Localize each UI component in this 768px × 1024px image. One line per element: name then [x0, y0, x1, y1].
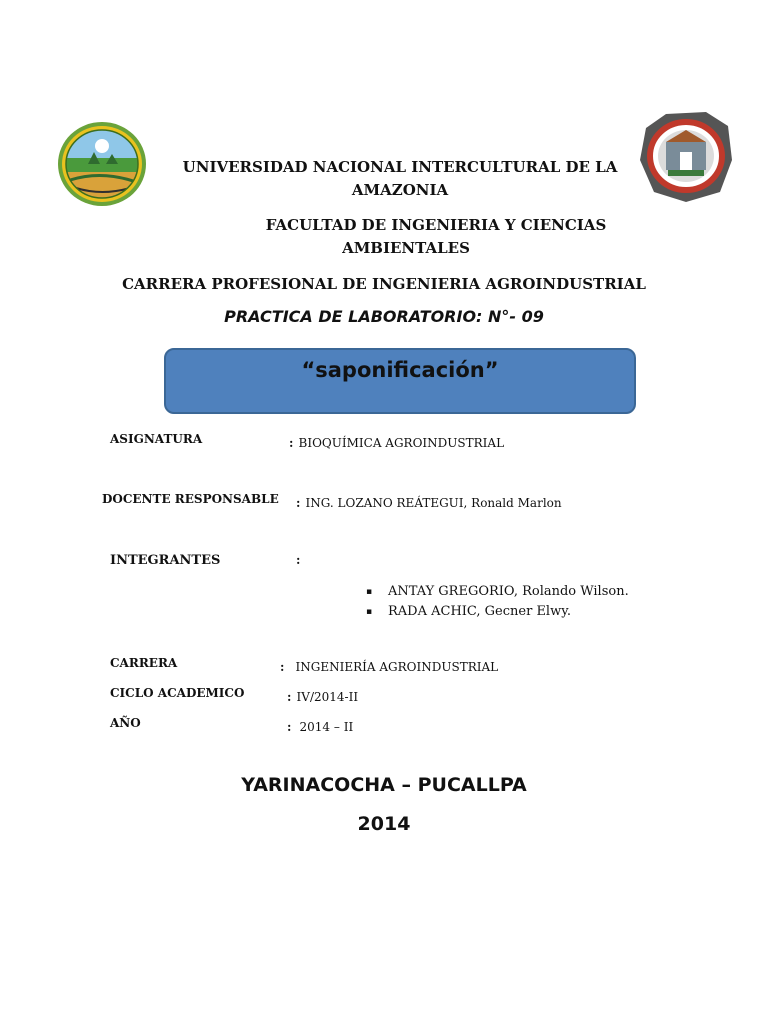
- asignatura-row: [289, 432, 504, 451]
- carrera-label: CARRERA: [110, 656, 178, 670]
- anio-colon: :: [287, 720, 292, 734]
- faculty-name-line2: AMBIENTALES: [342, 239, 470, 257]
- faculty-name-line1: FACULTAD DE INGENIERIA Y CIENCIAS: [265, 216, 607, 234]
- footer-year: 2014: [357, 813, 411, 835]
- ciclo-colon: :: [287, 690, 292, 704]
- footer-place: YARINACOCHA – PUCALLPA: [241, 774, 527, 796]
- docente-value: ING. LOZANO REÁTEGUI, Ronald Marlon: [305, 496, 562, 510]
- asignatura-value: BIOQUÍMICA AGROINDUSTRIAL: [298, 436, 505, 450]
- integrantes-colon: :: [296, 553, 301, 567]
- asignatura-colon: :: [289, 436, 294, 450]
- member-name: RADA ACHIC, Gecner Elwy.: [388, 604, 571, 619]
- career-name: CARRERA PROFESIONAL DE INGENIERIA AGROINDUSTRIAL: [122, 275, 646, 293]
- university-name-line2: AMAZONIA: [351, 181, 449, 199]
- docente-colon: :: [296, 496, 301, 510]
- university-name-line1: UNIVERSIDAD NACIONAL INTERCULTURAL DE LA: [182, 158, 618, 176]
- ciclo-label: CICLO ACADEMICO: [110, 686, 245, 700]
- practice-number: PRACTICA DE LABORATORIO: N°- 09: [224, 307, 544, 326]
- member-item: [366, 604, 666, 624]
- anio-row: [287, 716, 353, 735]
- bullet-icon: ▪: [366, 607, 373, 617]
- docente-row: [296, 492, 562, 511]
- anio-value: 2014 – II: [299, 720, 354, 734]
- carrera-colon: :: [280, 660, 285, 674]
- carrera-value: INGENIERÍA AGROINDUSTRIAL: [295, 660, 499, 674]
- anio-label: AÑO: [110, 716, 141, 730]
- member-name: ANTAY GREGORIO, Rolando Wilson.: [388, 584, 629, 599]
- ciclo-value: IV/2014-II: [296, 690, 359, 704]
- ciclo-row: [287, 686, 358, 705]
- document-title: “saponificación”: [301, 358, 499, 382]
- member-item: [366, 584, 666, 604]
- integrantes-label: INTEGRANTES: [110, 553, 221, 568]
- bullet-icon: ▪: [366, 587, 373, 597]
- docente-label: DOCENTE RESPONSABLE: [102, 492, 279, 506]
- asignatura-label: ASIGNATURA: [110, 432, 203, 446]
- title-box: [164, 348, 636, 414]
- carrera-row: [280, 656, 498, 675]
